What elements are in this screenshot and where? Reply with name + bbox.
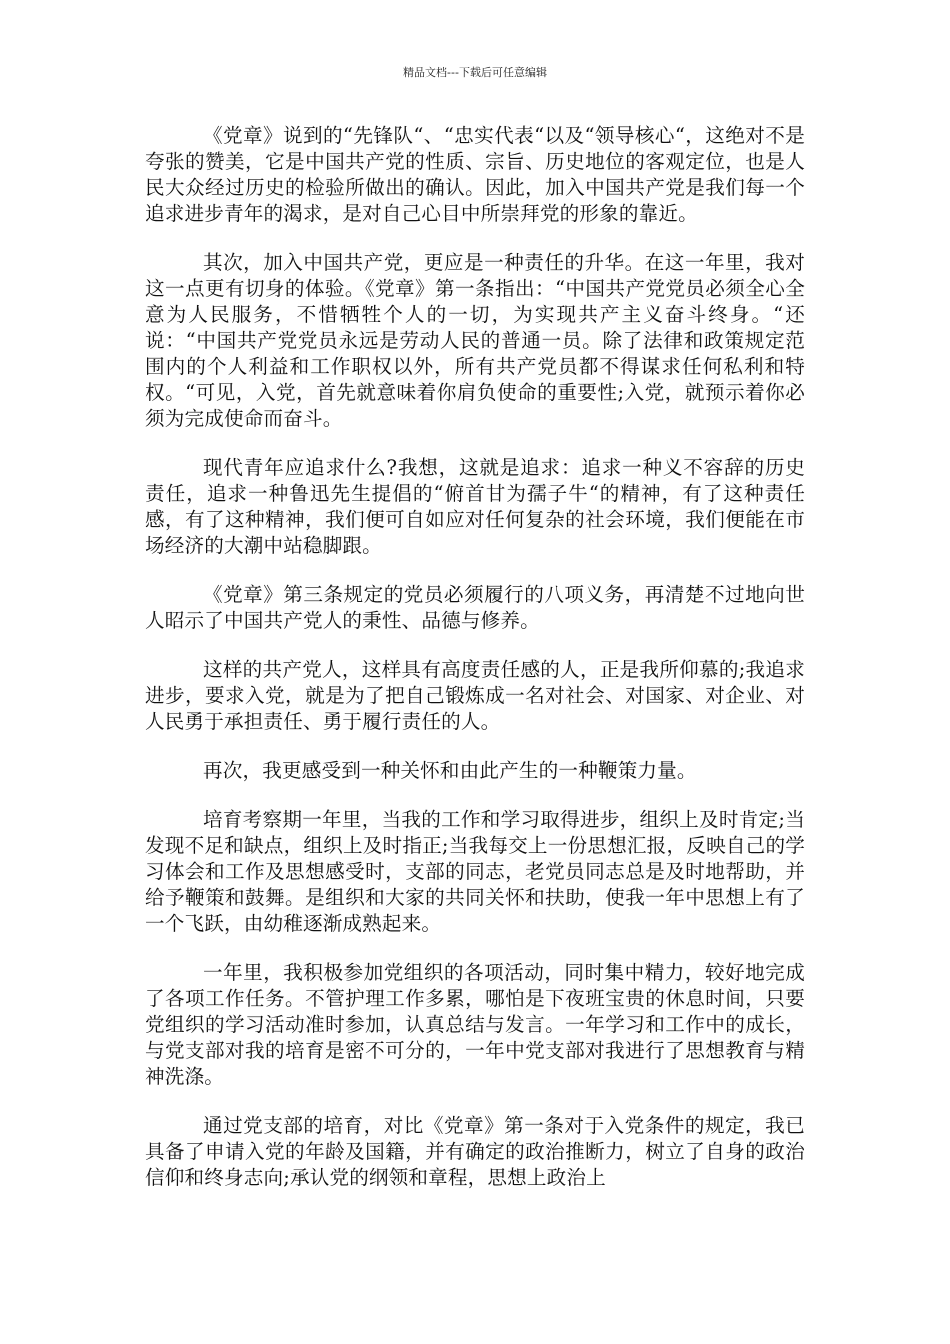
- paragraph: 这样的共产党人，这样具有高度责任感的人，正是我所仰慕的;我追求进步，要求入党，就是为了把自己锻炼成一名对社会、对国家、对企业、对人民勇于承担责任、勇于履行责任的人。: [145, 658, 805, 733]
- paragraph: 现代青年应追求什么?我想，这就是追求：追求一种义不容辞的历史责任，追求一种鲁迅先生提倡的“俯首甘为孺子牛“的精神，有了这种责任感，有了这种精神，我们便可自如应对任何复杂的社会环境，我们便能在市场经济的大潮中站稳脚跟。: [145, 456, 805, 557]
- page-header: 精品文档---下载后可任意编辑: [403, 66, 547, 79]
- paragraph: 《党章》第三条规定的党员必须履行的八项义务，再清楚不过地向世人昭示了中国共产党人的秉性、品德与修养。: [145, 583, 805, 632]
- document-body: [145, 123, 805, 1214]
- paragraph: 《党章》说到的“先锋队“、“忠实代表“以及“领导核心“，这绝对不是夸张的赞美，它是中国共产党的性质、宗旨、历史地位的客观定位，也是人民大众经过历史的检验所做出的确认。因此，加入中国共产党是我们每一个追求进步青年的渴求，是对自己心目中所崇拜党的形象的靠近。: [145, 124, 805, 225]
- paragraph: 通过党支部的培育，对比《党章》第一条对于入党条件的规定，我已具备了申请入党的年龄及国籍，并有确定的政治推断力，树立了自身的政治信仰和终身志向;承认党的纲领和章程，思想上政治上: [145, 1114, 805, 1189]
- paragraph: 其次，加入中国共产党，更应是一种责任的升华。在这一年里，我对这一点更有切身的体验。《党章》第一条指出：“中国共产党党员必须全心全意为人民服务，不惜牺牲个人的一切，为实现共产主义奋斗终身。“还说：“中国共产党党员永远是劳动人民的普通一员。除了法律和政策规定范围内的个人利益和工作职权以外，所有共产党员都不得谋求任何私利和特权。“可见，入党，首先就意味着你肩负使命的重要性;入党，就预示着你必须为完成使命而奋斗。: [145, 251, 805, 430]
- paragraph: 一年里，我积极参加党组织的各项活动，同时集中精力，较好地完成了各项工作任务。不管护理工作多累，哪怕是下夜班宝贵的休息时间，只要党组织的学习活动准时参加，认真总结与发言。一年学习和工作中的成长，与党支部对我的培育是密不可分的，一年中党支部对我进行了思想教育与精神洗涤。: [145, 961, 805, 1088]
- paragraph: 培育考察期一年里，当我的工作和学习取得进步，组织上及时肯定;当发现不足和缺点，组织上及时指正;当我每交上一份思想汇报，反映自己的学习体会和工作及思想感受时，支部的同志，老党员同志总是及时地帮助，并给予鞭策和鼓舞。是组织和大家的共同关怀和扶助，使我一年中思想上有了一个飞跃，由幼稚逐渐成熟起来。: [145, 808, 805, 935]
- paragraph: 再次，我更感受到一种关怀和由此产生的一种鞭策力量。: [203, 759, 697, 782]
